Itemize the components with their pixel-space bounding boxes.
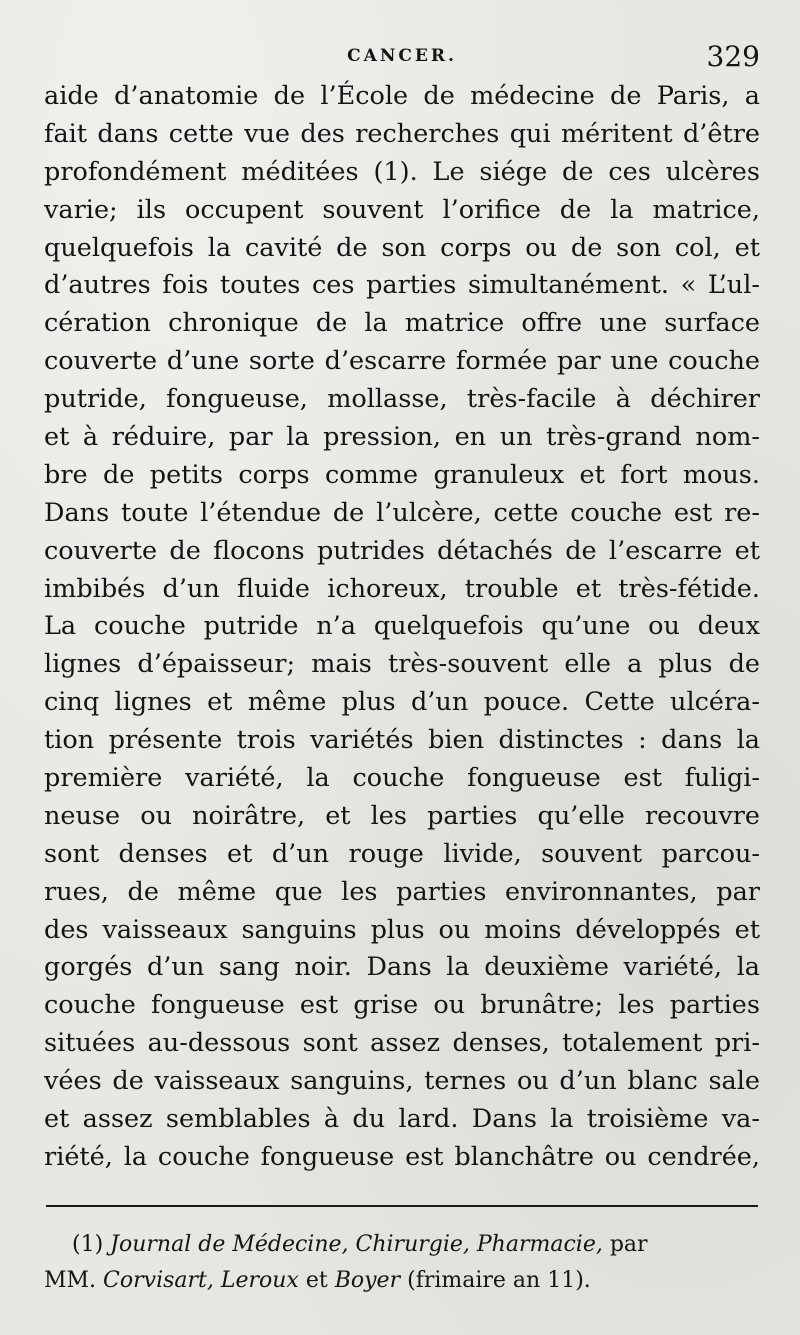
page-header xyxy=(44,40,760,76)
text-line: fait dans cette vue des recherches qui méritent d’être xyxy=(44,118,760,149)
text-line: des vaisseaux sanguins plus ou moins développés et xyxy=(44,914,760,945)
text-line: sont denses et d’un rouge livide, souvent parcou- xyxy=(44,838,760,869)
text-line: aide d’anatomie de l’École de médecine de Paris, a xyxy=(44,81,760,111)
footnote-line xyxy=(44,1263,760,1299)
text-line: d’autres fois toutes ces parties simultanément. « L’ul- xyxy=(44,270,760,301)
text-line: varie; ils occupent souvent l’orifice de la matrice, xyxy=(44,194,760,225)
footnote-line xyxy=(44,1227,760,1263)
text-line: couverte de flocons putrides détachés de l’escarre et xyxy=(44,535,760,566)
footnote-journal-title: Journal de Médecine, Chirurgie, Pharmacie, xyxy=(110,1232,603,1257)
footnote-author: Boyer xyxy=(334,1268,401,1293)
running-head: CANCER. xyxy=(347,46,457,66)
text-line: imbibés d’un fluide ichoreux, trouble et très-fétide. xyxy=(44,573,760,604)
text-line: riété, la couche fongueuse est blanchâtre ou cendrée, xyxy=(44,1141,760,1172)
text-line: neuse ou noirâtre, et les parties qu’elle recouvre xyxy=(44,800,760,831)
body-text xyxy=(44,78,760,1177)
text-line: La couche putride n’a quelquefois qu’une ou deux xyxy=(44,611,760,642)
footnote-author: Leroux xyxy=(220,1268,299,1293)
text-line: et assez semblables à du lard. Dans la troisième va- xyxy=(44,1104,760,1135)
text-line: tion présente trois variétés bien distinctes : dans la xyxy=(44,725,760,756)
text-line: vées de vaisseaux sanguins, ternes ou d’un blanc sale xyxy=(44,1066,760,1097)
text-line: situées au-dessous sont assez denses, totalement pri- xyxy=(44,1028,760,1059)
text-line: première variété, la couche fongueuse est fuligi- xyxy=(44,763,760,794)
footnote-author: Corvisart, xyxy=(103,1268,214,1293)
footnote-mm: MM. xyxy=(44,1268,97,1293)
text-line: couverte d’une sorte d’escarre formée par une couche xyxy=(44,346,760,377)
footnotes xyxy=(44,1227,760,1299)
footnote-par: par xyxy=(609,1232,648,1257)
text-line: quelquefois la cavité de son corps ou de son col, et xyxy=(44,232,760,263)
footnote-marker: (1) xyxy=(72,1232,104,1257)
text-line: et à réduire, par la pression, en un très-grand nom- xyxy=(44,422,760,453)
text-line: rues, de même que les parties environnantes, par xyxy=(44,876,760,907)
footnote-date: (frimaire an 11). xyxy=(407,1268,591,1293)
text-line: bre de petits corps comme granuleux et fort mous. xyxy=(44,459,760,490)
text-line: cération chronique de la matrice offre une surface xyxy=(44,308,760,339)
text-line: couche fongueuse est grise ou brunâtre; les parties xyxy=(44,990,760,1021)
text-line: lignes d’épaisseur; mais très-souvent elle a plus de xyxy=(44,649,760,680)
text-line: putride, fongueuse, mollasse, très-facile à déchirer xyxy=(44,384,760,415)
page-number: 329 xyxy=(706,40,760,73)
footnote-rule xyxy=(46,1205,758,1207)
text-line: profondément méditées (1). Le siége de ces ulcères xyxy=(44,156,760,187)
footnote-et: et xyxy=(305,1268,328,1293)
text-line: Dans toute l’étendue de l’ulcère, cette couche est re- xyxy=(44,497,760,528)
text-line: cinq lignes et même plus d’un pouce. Cette ulcéra- xyxy=(44,687,760,718)
text-line: gorgés d’un sang noir. Dans la deuxième variété, la xyxy=(44,952,760,983)
